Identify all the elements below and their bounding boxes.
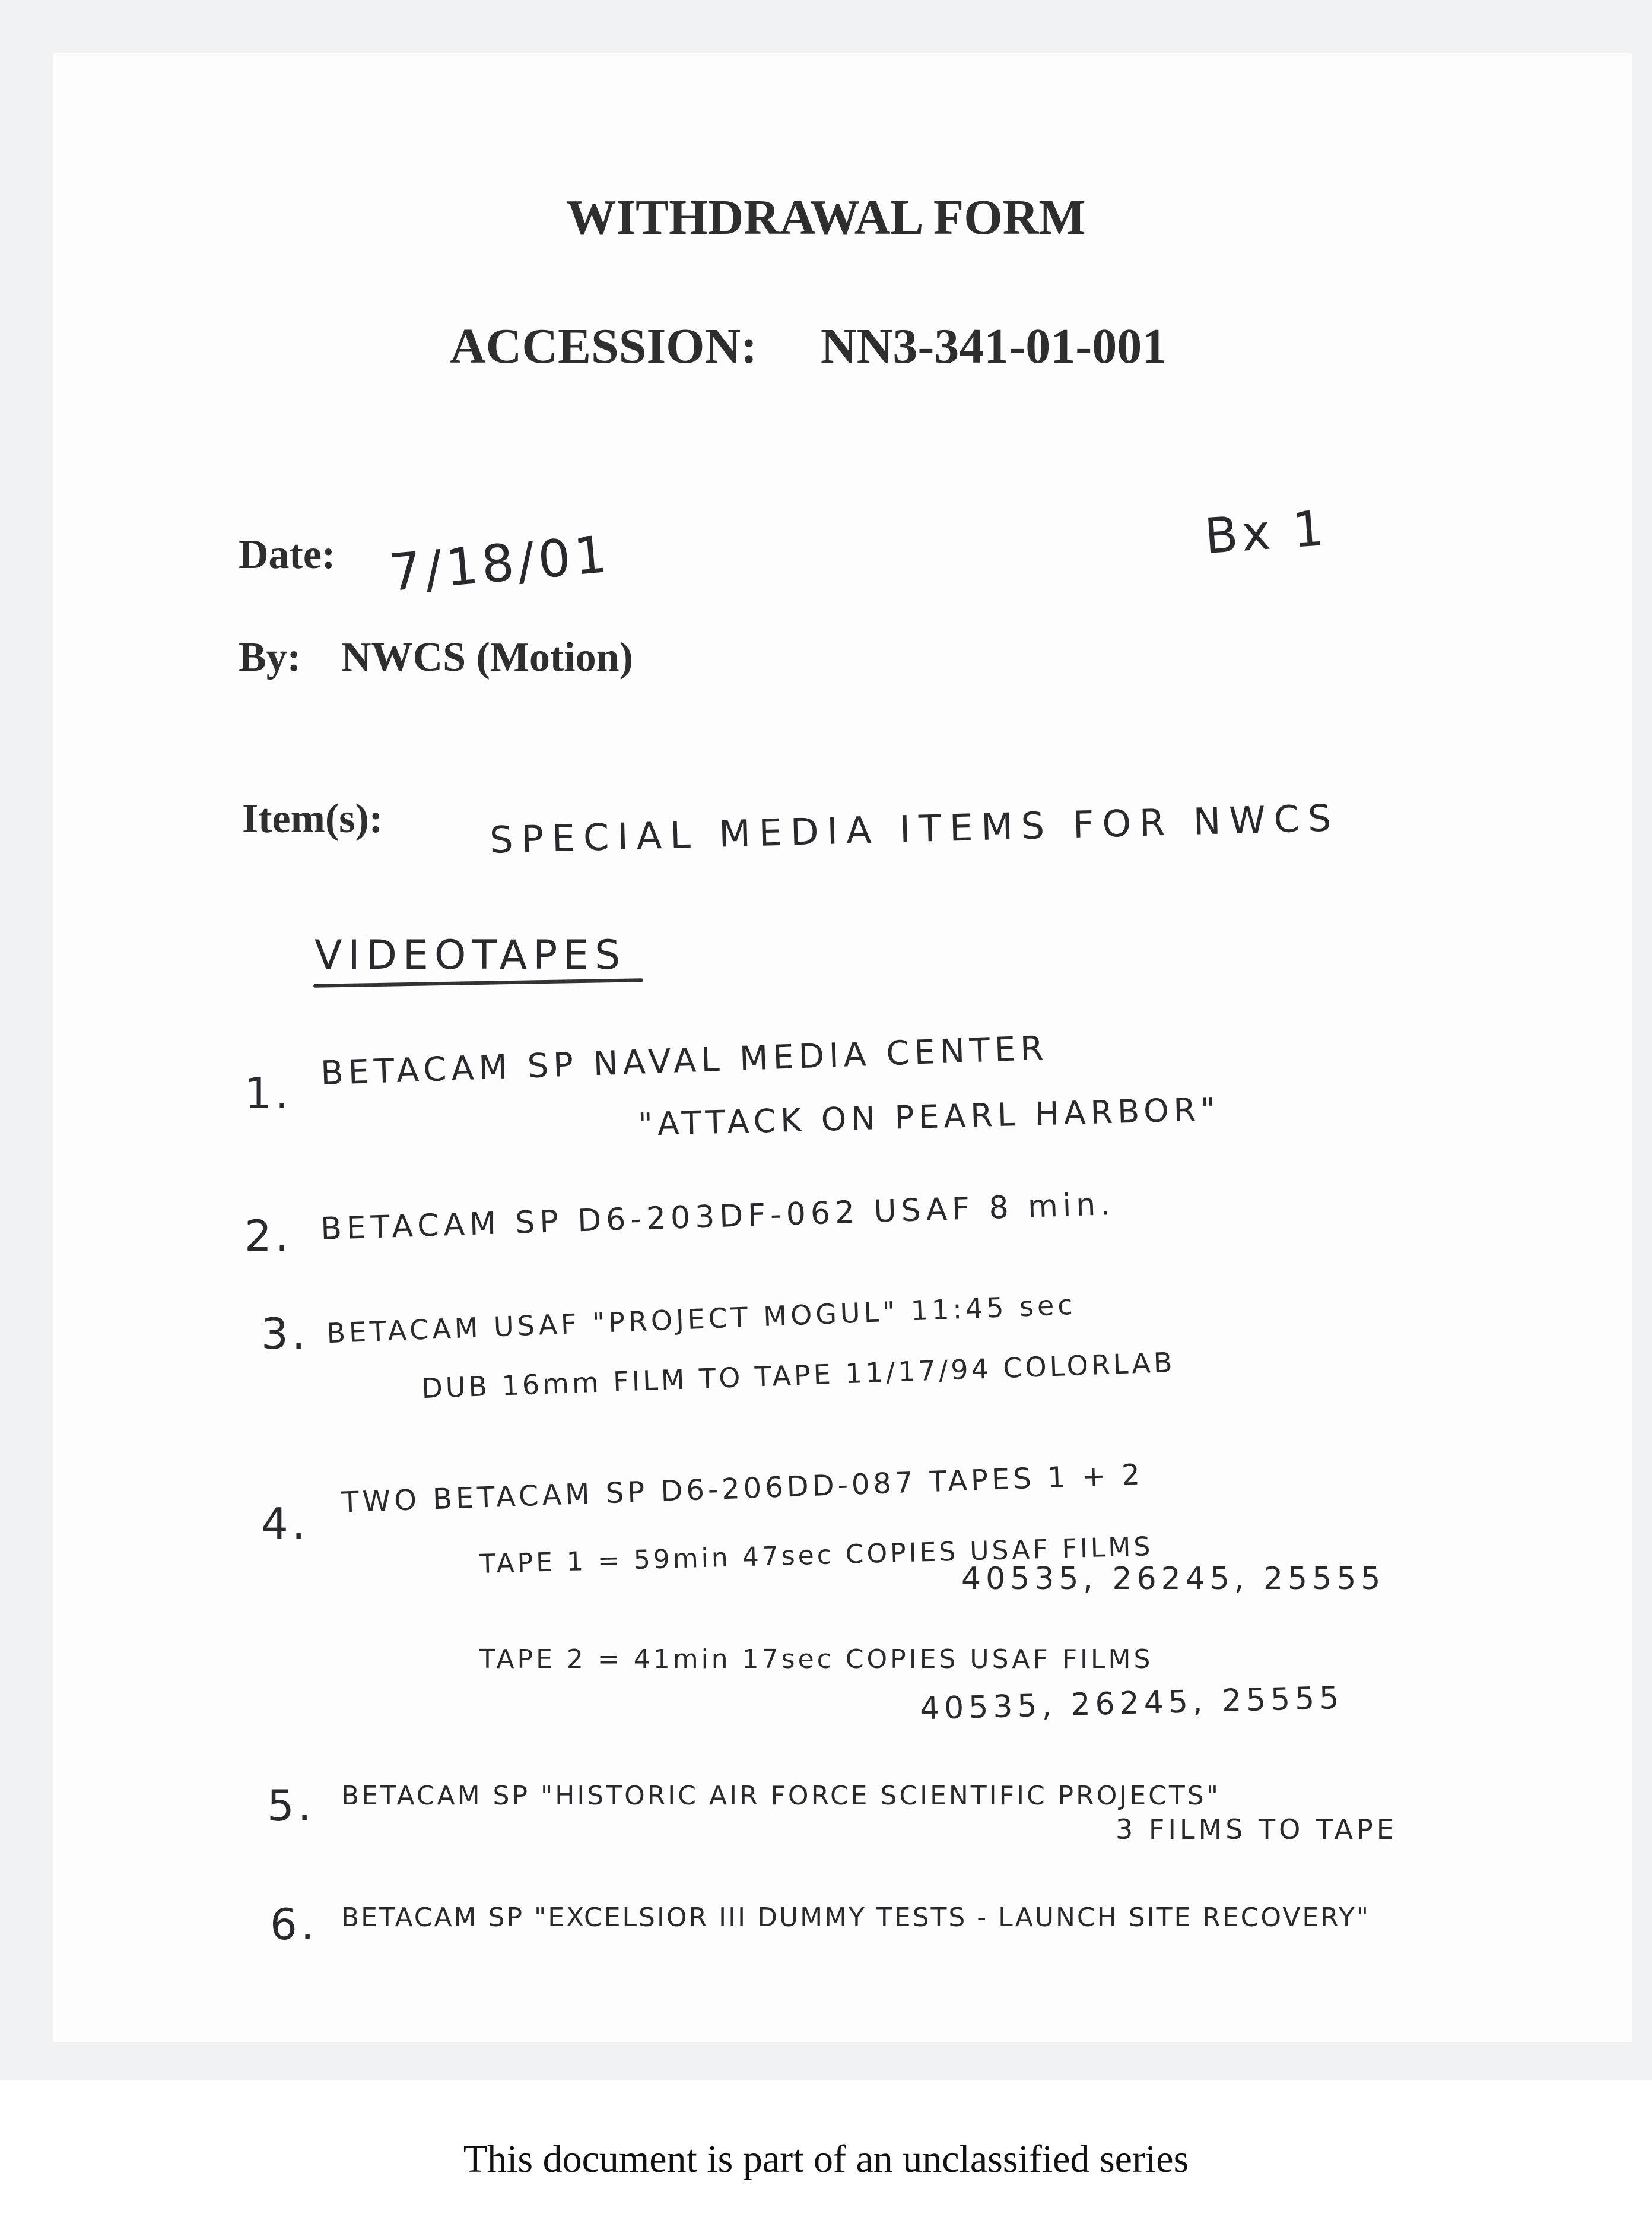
items-label: Item(s): <box>242 796 383 842</box>
entry-1-number: 1. <box>244 1068 293 1118</box>
accession-number: NN3-341-01-001 <box>821 319 1167 374</box>
entry-6-line-1: BETACAM SP "EXCELSIOR III DUMMY TESTS - LAUNCH SITE RECOVERY" <box>341 1902 1370 1933</box>
by-value: NWCS (Motion) <box>341 635 633 680</box>
entry-5-line-2: 3 FILMS TO TAPE <box>1116 1813 1397 1845</box>
entry-1-line-1: BETACAM SP NAVAL MEDIA CENTER <box>320 1029 1049 1093</box>
entry-4-tape-1-films: 40535, 26245, 25555 <box>961 1561 1386 1597</box>
entry-6-number: 6. <box>270 1899 318 1949</box>
entry-5-number: 5. <box>267 1781 315 1831</box>
entry-4-tape-2-films: 40535, 26245, 25555 <box>919 1680 1345 1727</box>
items-value: SPECIAL MEDIA ITEMS FOR NWCS <box>489 796 1340 862</box>
date-value: 7/18/01 <box>386 524 613 604</box>
entry-3-number: 3. <box>261 1309 309 1359</box>
section-heading-videotapes: VIDEOTAPES <box>314 932 627 979</box>
entry-4-line-1: TWO BETACAM SP D6-206DD-087 TAPES 1 + 2 <box>341 1458 1144 1520</box>
entry-1-line-2: "ATTACK ON PEARL HARBOR" <box>637 1090 1221 1143</box>
date-label: Date: <box>239 532 336 578</box>
entry-4-number: 4. <box>261 1499 309 1549</box>
entry-2-number: 2. <box>244 1211 293 1261</box>
box-note: Bx 1 <box>1202 500 1330 566</box>
entry-4-tape-2: TAPE 2 = 41min 17sec COPIES USAF FILMS <box>479 1644 1154 1674</box>
form-title: WITHDRAWAL FORM <box>566 190 1086 245</box>
entry-5-line-1: BETACAM SP "HISTORIC AIR FORCE SCIENTIFIC PROJECTS" <box>341 1781 1221 1811</box>
accession-label: ACCESSION: <box>450 319 758 374</box>
footer-caption: This document is part of an unclassified series <box>463 2137 1189 2181</box>
entry-2-line-1: BETACAM SP D6-203DF-062 USAF 8 min. <box>320 1186 1116 1248</box>
entry-4-tape-1: TAPE 1 = 59min 47sec COPIES USAF FILMS <box>479 1531 1154 1579</box>
by-label: By: <box>239 635 301 680</box>
entry-3-line-2: DUB 16mm FILM TO TAPE 11/17/94 COLORLAB <box>421 1346 1176 1405</box>
entry-3-line-1: BETACAM USAF "PROJECT MOGUL" 11:45 sec <box>326 1288 1077 1350</box>
